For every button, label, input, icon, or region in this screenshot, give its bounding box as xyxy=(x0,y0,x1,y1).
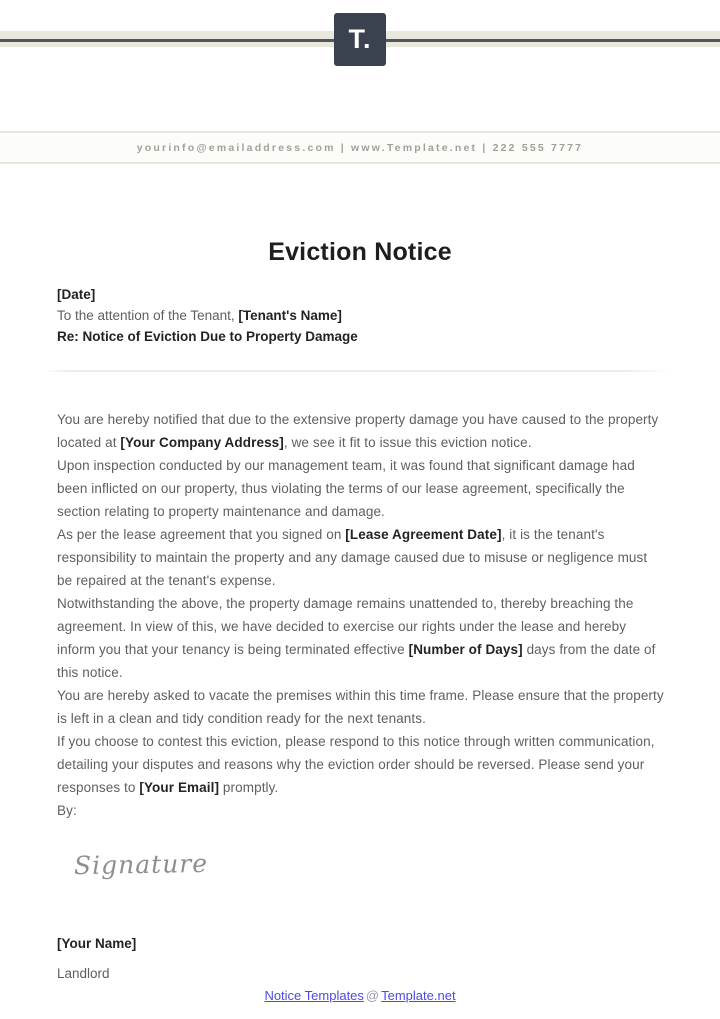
footer xyxy=(0,988,720,1003)
placeholder-field: [Lease Agreement Date] xyxy=(345,527,502,542)
paragraph-text: As per the lease agreement that you signed on xyxy=(57,527,346,542)
placeholder-field: [Number of Days] xyxy=(408,642,523,657)
page-title: Eviction Notice xyxy=(268,238,452,266)
tenant-name-placeholder: [Tenant's Name] xyxy=(238,308,342,323)
paragraph xyxy=(57,799,665,822)
paragraph-text: You are hereby asked to vacate the premises within this time frame. Please ensure that the property is left in a clean and tidy condition ready for the next tenants. xyxy=(57,688,664,726)
placeholder-field: [Your Email] xyxy=(139,780,220,795)
paragraph xyxy=(57,592,665,684)
subject-line: Re: Notice of Eviction Due to Property Damage xyxy=(57,329,358,344)
paragraph-text: If you choose to contest this eviction, please respond to this notice through written communication, detailing your disputes and reasons why the eviction order should be reversed. Please send your responses to xyxy=(57,734,655,795)
brand-logo xyxy=(334,13,386,66)
paragraph-text: You are hereby notified that due to the extensive property damage you have caused to the property located at xyxy=(57,412,659,450)
paragraph-text: , we see it fit to issue this eviction notice. xyxy=(283,435,532,450)
signer-name-placeholder: [Your Name] xyxy=(57,936,137,951)
paragraph-text: Upon inspection conducted by our management team, it was found that significant damage had been inflicted on our property, thus violating the terms of our lease agreement, specifically the section relating to property maintenance and damage. xyxy=(57,458,635,519)
contact-info-text: yourinfo@emailaddress.com | www.Template.net | 222 555 7777 xyxy=(136,141,584,154)
letter-body xyxy=(57,408,665,822)
at-separator: @ xyxy=(365,988,380,1003)
signer-role: Landlord xyxy=(57,966,110,981)
paragraph xyxy=(57,684,665,730)
attention-prefix: To the attention of the Tenant, xyxy=(57,308,239,323)
paragraph xyxy=(57,408,665,454)
paragraph-text: By: xyxy=(57,803,77,818)
attention-line xyxy=(57,305,665,326)
paragraph xyxy=(57,454,665,523)
paragraph-text: days from the date of this notice. xyxy=(57,642,656,680)
paragraph-text: , it is the tenant's responsibility to maintain the property and any damage caused due to misuse or negligence must be repaired at the tenant's expense. xyxy=(57,527,648,588)
paragraph xyxy=(57,730,665,799)
paragraph-text: promptly. xyxy=(219,780,279,795)
signature-script: Signature xyxy=(73,848,209,881)
section-divider xyxy=(44,370,672,372)
paragraph-text: Notwithstanding the above, the property damage remains unattended to, thereby breaching the agreement. In view of this, we have decided to exercise our rights under the lease and hereby inform you that your tenancy is being terminated effective xyxy=(57,596,634,657)
contact-bar xyxy=(0,131,720,164)
template-net-link[interactable]: Template.net xyxy=(381,988,456,1003)
paragraph xyxy=(57,523,665,592)
notice-templates-link[interactable]: Notice Templates xyxy=(264,988,364,1003)
placeholder-field: [Your Company Address] xyxy=(120,435,284,450)
brand-logo-letter: T. xyxy=(348,24,372,54)
date-placeholder: [Date] xyxy=(57,287,96,302)
